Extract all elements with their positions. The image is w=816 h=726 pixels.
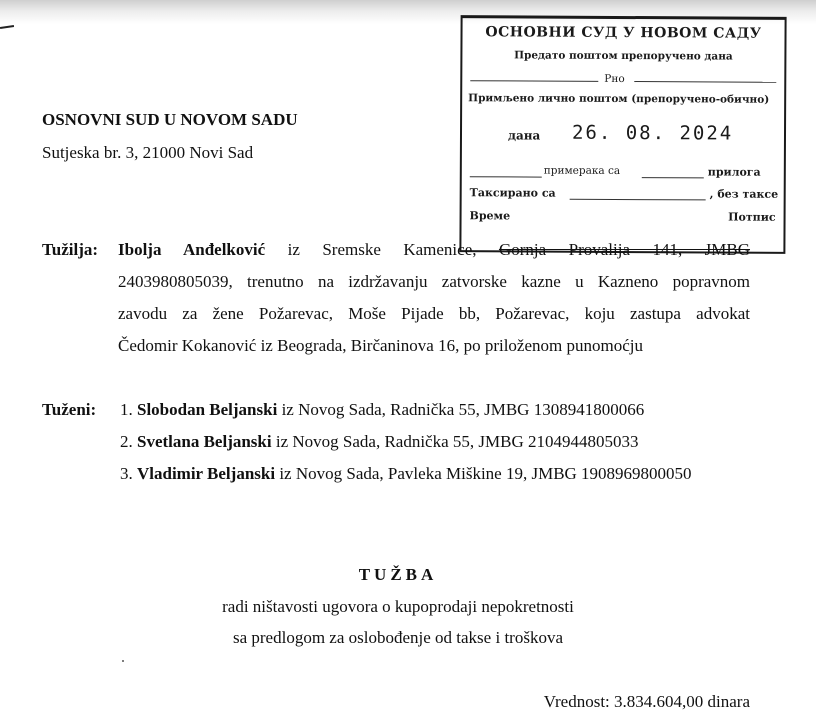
stamp-received: Примљено лично поштом (препоручено-обично): [468, 92, 770, 106]
defendant-item: [120, 400, 644, 420]
stamp-fee: Таксирано са: [469, 186, 556, 200]
document-subtitle-1: radi ništavosti ugovora o kupoprodaji nepokretnosti: [222, 597, 574, 616]
court-address: Sutjeska br. 3, 21000 Novi Sad: [42, 143, 254, 162]
stamp-pno: Рно: [604, 72, 625, 86]
scan-speck: [122, 660, 124, 662]
court-name: OSNOVNI SUD U NOVOM SADU: [42, 110, 298, 129]
stamp-rule: [642, 177, 704, 178]
plaintiff-struck-address: Gornja Provalija 141, JMBG: [498, 240, 750, 259]
plaintiff-line-4: Čedomir Kokanović iz Beograda, Birčaninova 16, po priloženom punomoćju: [118, 336, 643, 355]
stamp-rule: [470, 80, 598, 82]
defendant-details: iz Novog Sada, Pavleka Miškine 19, JMBG 1908969800050: [275, 464, 692, 483]
stamp-rule: [470, 176, 542, 177]
plaintiff-label: Tužilja:: [42, 240, 99, 259]
defendants-label: Tuženi:: [42, 400, 97, 419]
defendant-details: iz Novog Sada, Radnička 55, JMBG 1308941800066: [277, 400, 645, 419]
plaintiff-line-1: [118, 240, 750, 260]
plaintiff-line-3: zavodu za žene Požarevac, Moše Pijade bb, Požarevac, koju zastupa advokat: [118, 304, 750, 323]
claim-value: Vrednost: 3.834.604,00 dinara: [543, 692, 750, 711]
defendant-number: 2.: [120, 432, 133, 451]
stamp-attachments: прилога: [707, 165, 761, 179]
defendant-number: 3.: [120, 464, 133, 483]
scan-edge-mark: [0, 25, 14, 29]
stamp-sent-by-mail: Предато поштом препоручено дана: [514, 49, 733, 63]
stamp-signature: Потпис: [728, 210, 776, 224]
stamp-time: Време: [469, 209, 511, 223]
court-receipt-stamp: [459, 15, 786, 254]
stamp-no-fee: , без таксе: [709, 187, 779, 201]
defendant-item: [120, 432, 639, 452]
stamp-date: 26. 08. 2024: [571, 121, 734, 145]
defendant-item: [120, 464, 692, 484]
plaintiff-city: iz Sremske Kamenice,: [265, 240, 499, 259]
stamp-rule: [634, 81, 776, 83]
stamp-rule: [570, 199, 706, 201]
stamp-title: ОСНОВНИ СУД У НОВОМ САДУ: [485, 24, 762, 42]
defendant-number: 1.: [120, 400, 133, 419]
document-subtitle-2: sa predlogom za oslobođenje od takse i troškova: [232, 628, 563, 647]
stamp-date-label: дана: [507, 128, 541, 143]
defendant-name: Vladimir Beljanski: [137, 464, 276, 483]
defendant-details: iz Novog Sada, Radnička 55, JMBG 2104944805033: [271, 432, 639, 451]
defendant-name: Svetlana Beljanski: [137, 432, 272, 451]
plaintiff-line-2: 2403980805039, trenutno na izdržavanju zatvorske kazne u Kazneno popravnom: [118, 272, 750, 291]
stamp-copies: примерака са: [543, 164, 621, 177]
document-title: TUŽBA: [358, 565, 438, 584]
plaintiff-name: Ibolja Anđelković: [118, 240, 266, 259]
defendant-name: Slobodan Beljanski: [137, 400, 278, 419]
